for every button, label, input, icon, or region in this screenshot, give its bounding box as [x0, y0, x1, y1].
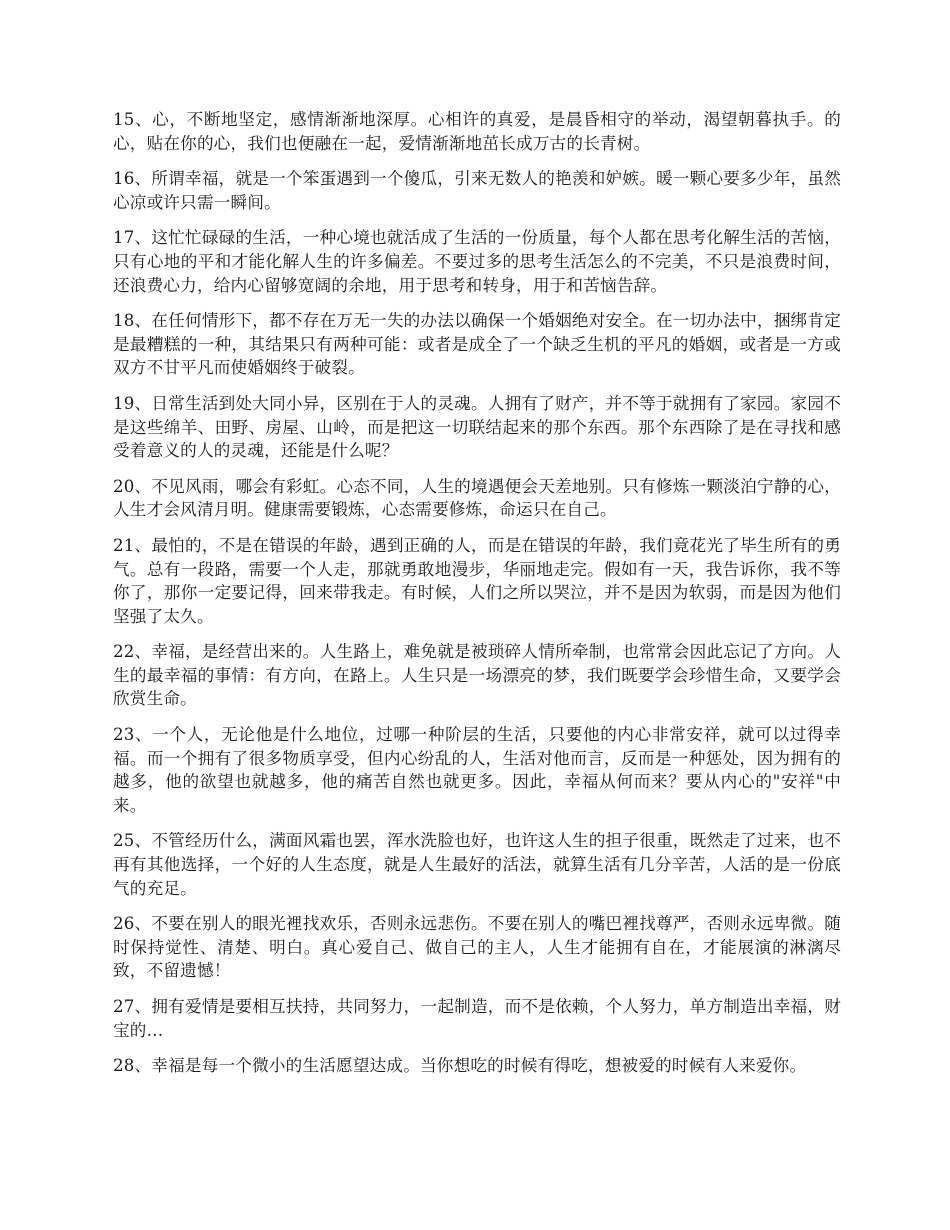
paragraph-23: 23、一个人，无论他是什么地位，过哪一种阶层的生活，只要他的内心非常安祥，就可以过得幸福。而一个拥有了很多物质享受，但内心纷乱的人，生活对他而言，反而是一种惩处，因为拥有的越多，他的欲望也就越多，他的痛苦自然也就更多。因此，幸福从何而来？要从内心的"安祥"中来。 [113, 725, 841, 815]
paragraph-15: 15、心，不断地坚定，感情渐渐地深厚。心相许的真爱，是晨昏相守的举动，渴望朝暮执手。的心，贴在你的心，我们也便融在一起，爱情渐渐地茁长成万古的长青树。 [113, 110, 841, 153]
document-page [113, 108, 841, 1090]
paragraph-16: 16、所谓幸福，就是一个笨蛋遇到一个傻瓜，引来无数人的艳羡和妒嫉。暖一颗心要多少年，虽然心凉或许只需一瞬间。 [113, 169, 841, 212]
paragraph-18: 18、在任何情形下，都不存在万无一失的办法以确保一个婚姻绝对安全。在一切办法中，捆绑肯定是最糟糕的一种，其结果只有两种可能：或者是成全了一个缺乏生机的平凡的婚姻，或者是一方或双方不甘平凡而使婚姻终于破裂。 [113, 311, 841, 378]
paragraph-27: 27、拥有爱情是要相互扶持，共同努力，一起制造，而不是依赖，个人努力，单方制造出幸福，财宝的… [113, 997, 841, 1040]
paragraph-25: 25、不管经历什么，满面风霜也罢，浑水洗脸也好，也许这人生的担子很重，既然走了过来，也不再有其他选择，一个好的人生态度，就是人生最好的活法，就算生活有几分辛苦，人活的是一份底气的充足。 [113, 831, 841, 898]
paragraph-28: 28、幸福是每一个微小的生活愿望达成。当你想吃的时候有得吃，想被爱的时候有人来爱你。 [113, 1056, 807, 1076]
paragraph-21: 21、最怕的，不是在错误的年龄，遇到正确的人，而是在错误的年龄，我们竟花光了毕生所有的勇气。总有一段路，需要一个人走，那就勇敢地漫步，华丽地走完。假如有一天，我告诉你，我不等你了，那你一定要记得，回来带我走。有时候，人们之所以哭泣，并不是因为软弱，而是因为他们坚强了太久。 [113, 535, 841, 626]
paragraph-17: 17、这忙忙碌碌的生活，一种心境也就活成了生活的一份质量，每个人都在思考化解生活的苦恼，只有心地的平和才能化解人生的许多偏差。不要过多的思考生活怎么的不完美，不只是浪费时间，还浪费心力，给内心留够宽阔的余地，用于思考和转身，用于和苦恼告辞。 [113, 228, 841, 295]
paragraph-19: 19、日常生活到处大同小异，区别在于人的灵魂。人拥有了财产，并不等于就拥有了家园。家园不是这些绵羊、田野、房屋、山岭，而是把这一切联结起来的那个东西。那个东西除了是在寻找和感受着意义的人的灵魂，还能是什么呢？ [113, 393, 841, 461]
paragraph-20: 20、不见风雨，哪会有彩虹。心态不同，人生的境遇便会天差地别。只有修炼一颗淡泊宁静的心，人生才会风清月明。健康需要锻炼，心态需要修炼，命运只在自己。 [113, 476, 841, 520]
paragraph-22: 22、幸福，是经营出来的。人生路上，难免就是被琐碎人情所牵制，也常常会因此忘记了方向。人生的最幸福的事情：有方向，在路上。人生只是一场漂亮的梦，我们既要学会珍惜生命，又要学会欣赏生命。 [113, 642, 841, 709]
paragraph-26: 26、不要在别人的眼光裡找欢乐，否则永远悲伤。不要在别人的嘴巴裡找尊严，否则永远卑微。随时保持觉性、清楚、明白。真心爱自己、做自己的主人，人生才能拥有自在，才能展演的淋漓尽致，不留遗憾！ [113, 914, 841, 981]
